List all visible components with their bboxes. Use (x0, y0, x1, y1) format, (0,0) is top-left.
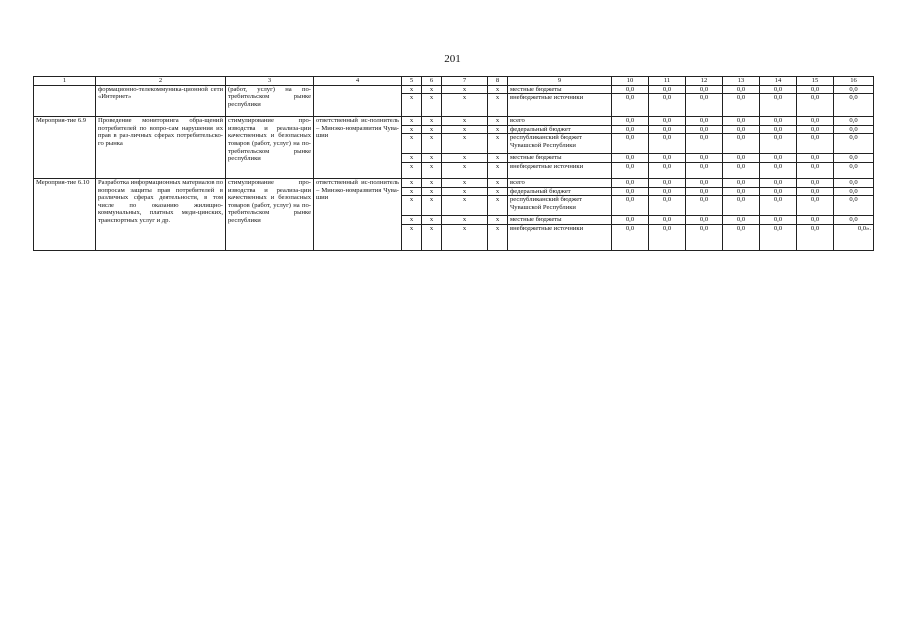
value-cell: 0,0 (686, 85, 723, 94)
x-cell: x (402, 117, 422, 126)
value-cell: 0,0 (797, 196, 834, 216)
value-cell: 0,0 (834, 117, 874, 126)
header-cell: 15 (797, 77, 834, 86)
value-cell: 0,0 (797, 125, 834, 134)
x-cell: x (422, 154, 442, 163)
x-cell: x (442, 85, 488, 94)
header-cell: 5 (402, 77, 422, 86)
value-cell: 0,0 (760, 187, 797, 196)
x-cell: x (402, 85, 422, 94)
x-cell: x (422, 216, 442, 225)
x-cell: x (422, 187, 442, 196)
value-cell: 0,0 (760, 94, 797, 117)
x-cell: x (402, 154, 422, 163)
x-cell: x (422, 117, 442, 126)
header-cell: 2 (96, 77, 226, 86)
goal-cell: стимулирование про-изводства и реализа-ции качественных и безопасных товаров (работ, услуг) на по-требительском рынке республики (226, 117, 314, 179)
funding-source-cell: республиканский бюджет Чувашской Республики (508, 196, 612, 216)
x-cell: x (422, 134, 442, 154)
value-cell: 0,0 (760, 178, 797, 187)
x-cell: x (488, 85, 508, 94)
value-cell: 0,0 (686, 162, 723, 178)
x-cell: x (442, 178, 488, 187)
x-cell: x (442, 154, 488, 163)
value-cell: 0,0 (612, 224, 649, 250)
x-cell: x (442, 125, 488, 134)
header-cell: 10 (612, 77, 649, 86)
funding-source-cell: внебюджетные источники (508, 224, 612, 250)
x-cell: x (422, 162, 442, 178)
header-cell: 9 (508, 77, 612, 86)
event-code-cell: Мероприя-тие 6.10 (34, 178, 96, 250)
table-row (34, 117, 874, 126)
value-cell: 0,0 (649, 178, 686, 187)
x-cell: x (442, 134, 488, 154)
value-cell: 0,0 (723, 162, 760, 178)
value-cell: 0,0 (797, 224, 834, 250)
x-cell: x (488, 187, 508, 196)
x-cell: x (422, 196, 442, 216)
value-cell: 0,0 (797, 117, 834, 126)
value-cell: 0,0 (686, 134, 723, 154)
header-row (34, 77, 874, 86)
funding-source-cell: всего (508, 117, 612, 126)
x-cell: x (488, 154, 508, 163)
x-cell: x (402, 125, 422, 134)
value-cell: 0,0 (612, 94, 649, 117)
x-cell: x (442, 94, 488, 117)
value-cell: 0,0 (612, 216, 649, 225)
value-cell: 0,0 (834, 162, 874, 178)
header-cell: 6 (422, 77, 442, 86)
budget-table (33, 76, 874, 251)
value-cell: 0,0». (834, 224, 874, 250)
value-cell: 0,0 (760, 125, 797, 134)
value-cell: 0,0 (834, 134, 874, 154)
value-cell: 0,0 (797, 187, 834, 196)
value-cell: 0,0 (649, 94, 686, 117)
value-cell: 0,0 (686, 117, 723, 126)
x-cell: x (442, 224, 488, 250)
value-cell: 0,0 (760, 134, 797, 154)
value-cell: 0,0 (612, 196, 649, 216)
x-cell: x (422, 94, 442, 117)
x-cell: x (402, 187, 422, 196)
value-cell: 0,0 (686, 154, 723, 163)
value-cell: 0,0 (612, 134, 649, 154)
x-cell: x (488, 94, 508, 117)
x-cell: x (442, 117, 488, 126)
value-cell: 0,0 (612, 117, 649, 126)
value-cell: 0,0 (649, 187, 686, 196)
header-cell: 3 (226, 77, 314, 86)
value-cell: 0,0 (723, 187, 760, 196)
x-cell: x (402, 178, 422, 187)
x-cell: x (442, 216, 488, 225)
value-cell: 0,0 (649, 117, 686, 126)
page-number: 201 (444, 53, 461, 65)
event-name-cell: Разработка информационных материалов по вопросам защиты прав потребителей в различных сферах деятельности, в том числе по оказанию жилищно-коммунальных, платных меди-цинских, транспортных услуг и др. (96, 178, 226, 250)
x-cell: x (402, 216, 422, 225)
x-cell: x (488, 216, 508, 225)
header-cell: 13 (723, 77, 760, 86)
table-row (34, 178, 874, 187)
x-cell: x (422, 125, 442, 134)
header-cell: 7 (442, 77, 488, 86)
value-cell: 0,0 (723, 117, 760, 126)
value-cell: 0,0 (797, 178, 834, 187)
funding-source-cell: федеральный бюджет (508, 125, 612, 134)
value-cell: 0,0 (686, 94, 723, 117)
x-cell: x (488, 162, 508, 178)
value-cell: 0,0 (612, 187, 649, 196)
value-cell: 0,0 (686, 216, 723, 225)
value-cell: 0,0 (723, 125, 760, 134)
value-cell: 0,0 (686, 224, 723, 250)
header-cell: 1 (34, 77, 96, 86)
funding-source-cell: всего (508, 178, 612, 187)
event-code-cell (34, 85, 96, 117)
value-cell: 0,0 (834, 154, 874, 163)
value-cell: 0,0 (649, 134, 686, 154)
value-cell: 0,0 (797, 216, 834, 225)
value-cell: 0,0 (723, 154, 760, 163)
x-cell: x (402, 224, 422, 250)
value-cell: 0,0 (797, 162, 834, 178)
value-cell: 0,0 (723, 85, 760, 94)
value-cell: 0,0 (834, 125, 874, 134)
funding-source-cell: внебюджетные источники (508, 162, 612, 178)
event-name-cell: формационно-телекоммуника-ционной сети «Интернет» (96, 85, 226, 117)
value-cell: 0,0 (686, 187, 723, 196)
x-cell: x (402, 196, 422, 216)
x-cell: x (488, 117, 508, 126)
funding-source-cell: внебюджетные источники (508, 94, 612, 117)
value-cell: 0,0 (686, 125, 723, 134)
header-cell: 14 (760, 77, 797, 86)
value-cell: 0,0 (649, 85, 686, 94)
x-cell: x (488, 125, 508, 134)
value-cell: 0,0 (723, 178, 760, 187)
x-cell: x (422, 85, 442, 94)
value-cell: 0,0 (834, 187, 874, 196)
value-cell: 0,0 (686, 196, 723, 216)
value-cell: 0,0 (723, 224, 760, 250)
goal-cell: (работ, услуг) на по-требительском рынке республики (226, 85, 314, 117)
value-cell: 0,0 (649, 162, 686, 178)
value-cell: 0,0 (649, 125, 686, 134)
x-cell: x (422, 224, 442, 250)
x-cell: x (442, 187, 488, 196)
header-cell: 8 (488, 77, 508, 86)
value-cell: 0,0 (760, 154, 797, 163)
x-cell: x (402, 94, 422, 117)
value-cell: 0,0 (723, 134, 760, 154)
funding-source-cell: федеральный бюджет (508, 187, 612, 196)
value-cell: 0,0 (612, 178, 649, 187)
value-cell: 0,0 (649, 154, 686, 163)
header-cell: 11 (649, 77, 686, 86)
value-cell: 0,0 (649, 224, 686, 250)
value-cell: 0,0 (686, 178, 723, 187)
value-cell: 0,0 (760, 117, 797, 126)
value-cell: 0,0 (760, 85, 797, 94)
header-cell: 4 (314, 77, 402, 86)
funding-source-cell: местные бюджеты (508, 216, 612, 225)
x-cell: x (402, 162, 422, 178)
executor-cell: ответственный ис-полнитель – Минэко-номразвития Чува-шии (314, 178, 402, 250)
value-cell: 0,0 (797, 94, 834, 117)
x-cell: x (442, 196, 488, 216)
value-cell: 0,0 (723, 196, 760, 216)
value-cell: 0,0 (760, 216, 797, 225)
value-cell: 0,0 (834, 216, 874, 225)
funding-source-cell: местные бюджеты (508, 85, 612, 94)
value-cell: 0,0 (797, 154, 834, 163)
value-cell: 0,0 (834, 94, 874, 117)
value-cell: 0,0 (612, 162, 649, 178)
value-cell: 0,0 (797, 134, 834, 154)
value-cell: 0,0 (760, 196, 797, 216)
value-cell: 0,0 (649, 216, 686, 225)
event-name-cell: Проведение мониторинга обра-щений потребителей по вопро-сам нарушения их прав в раз-личных сферах потребительско-го рынка (96, 117, 226, 179)
value-cell: 0,0 (649, 196, 686, 216)
value-cell: 0,0 (834, 178, 874, 187)
x-cell: x (422, 178, 442, 187)
executor-cell (314, 85, 402, 117)
value-cell: 0,0 (760, 224, 797, 250)
x-cell: x (442, 162, 488, 178)
executor-cell: ответственный ис-полнитель – Минэко-номразвития Чува-шии (314, 117, 402, 179)
x-cell: x (488, 196, 508, 216)
table-row (34, 85, 874, 94)
value-cell: 0,0 (612, 154, 649, 163)
value-cell: 0,0 (834, 85, 874, 94)
event-code-cell: Мероприя-тие 6.9 (34, 117, 96, 179)
funding-source-cell: республиканский бюджет Чувашской Республики (508, 134, 612, 154)
value-cell: 0,0 (612, 85, 649, 94)
x-cell: x (488, 134, 508, 154)
goal-cell: стимулирование про-изводства и реализа-ции качественных и безопасных товаров (работ, услуг) на по-требительском рынке республики (226, 178, 314, 250)
value-cell: 0,0 (834, 196, 874, 216)
x-cell: x (402, 134, 422, 154)
value-cell: 0,0 (760, 162, 797, 178)
funding-source-cell: местные бюджеты (508, 154, 612, 163)
value-cell: 0,0 (797, 85, 834, 94)
value-cell: 0,0 (612, 125, 649, 134)
x-cell: x (488, 178, 508, 187)
header-cell: 16 (834, 77, 874, 86)
header-cell: 12 (686, 77, 723, 86)
x-cell: x (488, 224, 508, 250)
value-cell: 0,0 (723, 94, 760, 117)
value-cell: 0,0 (723, 216, 760, 225)
